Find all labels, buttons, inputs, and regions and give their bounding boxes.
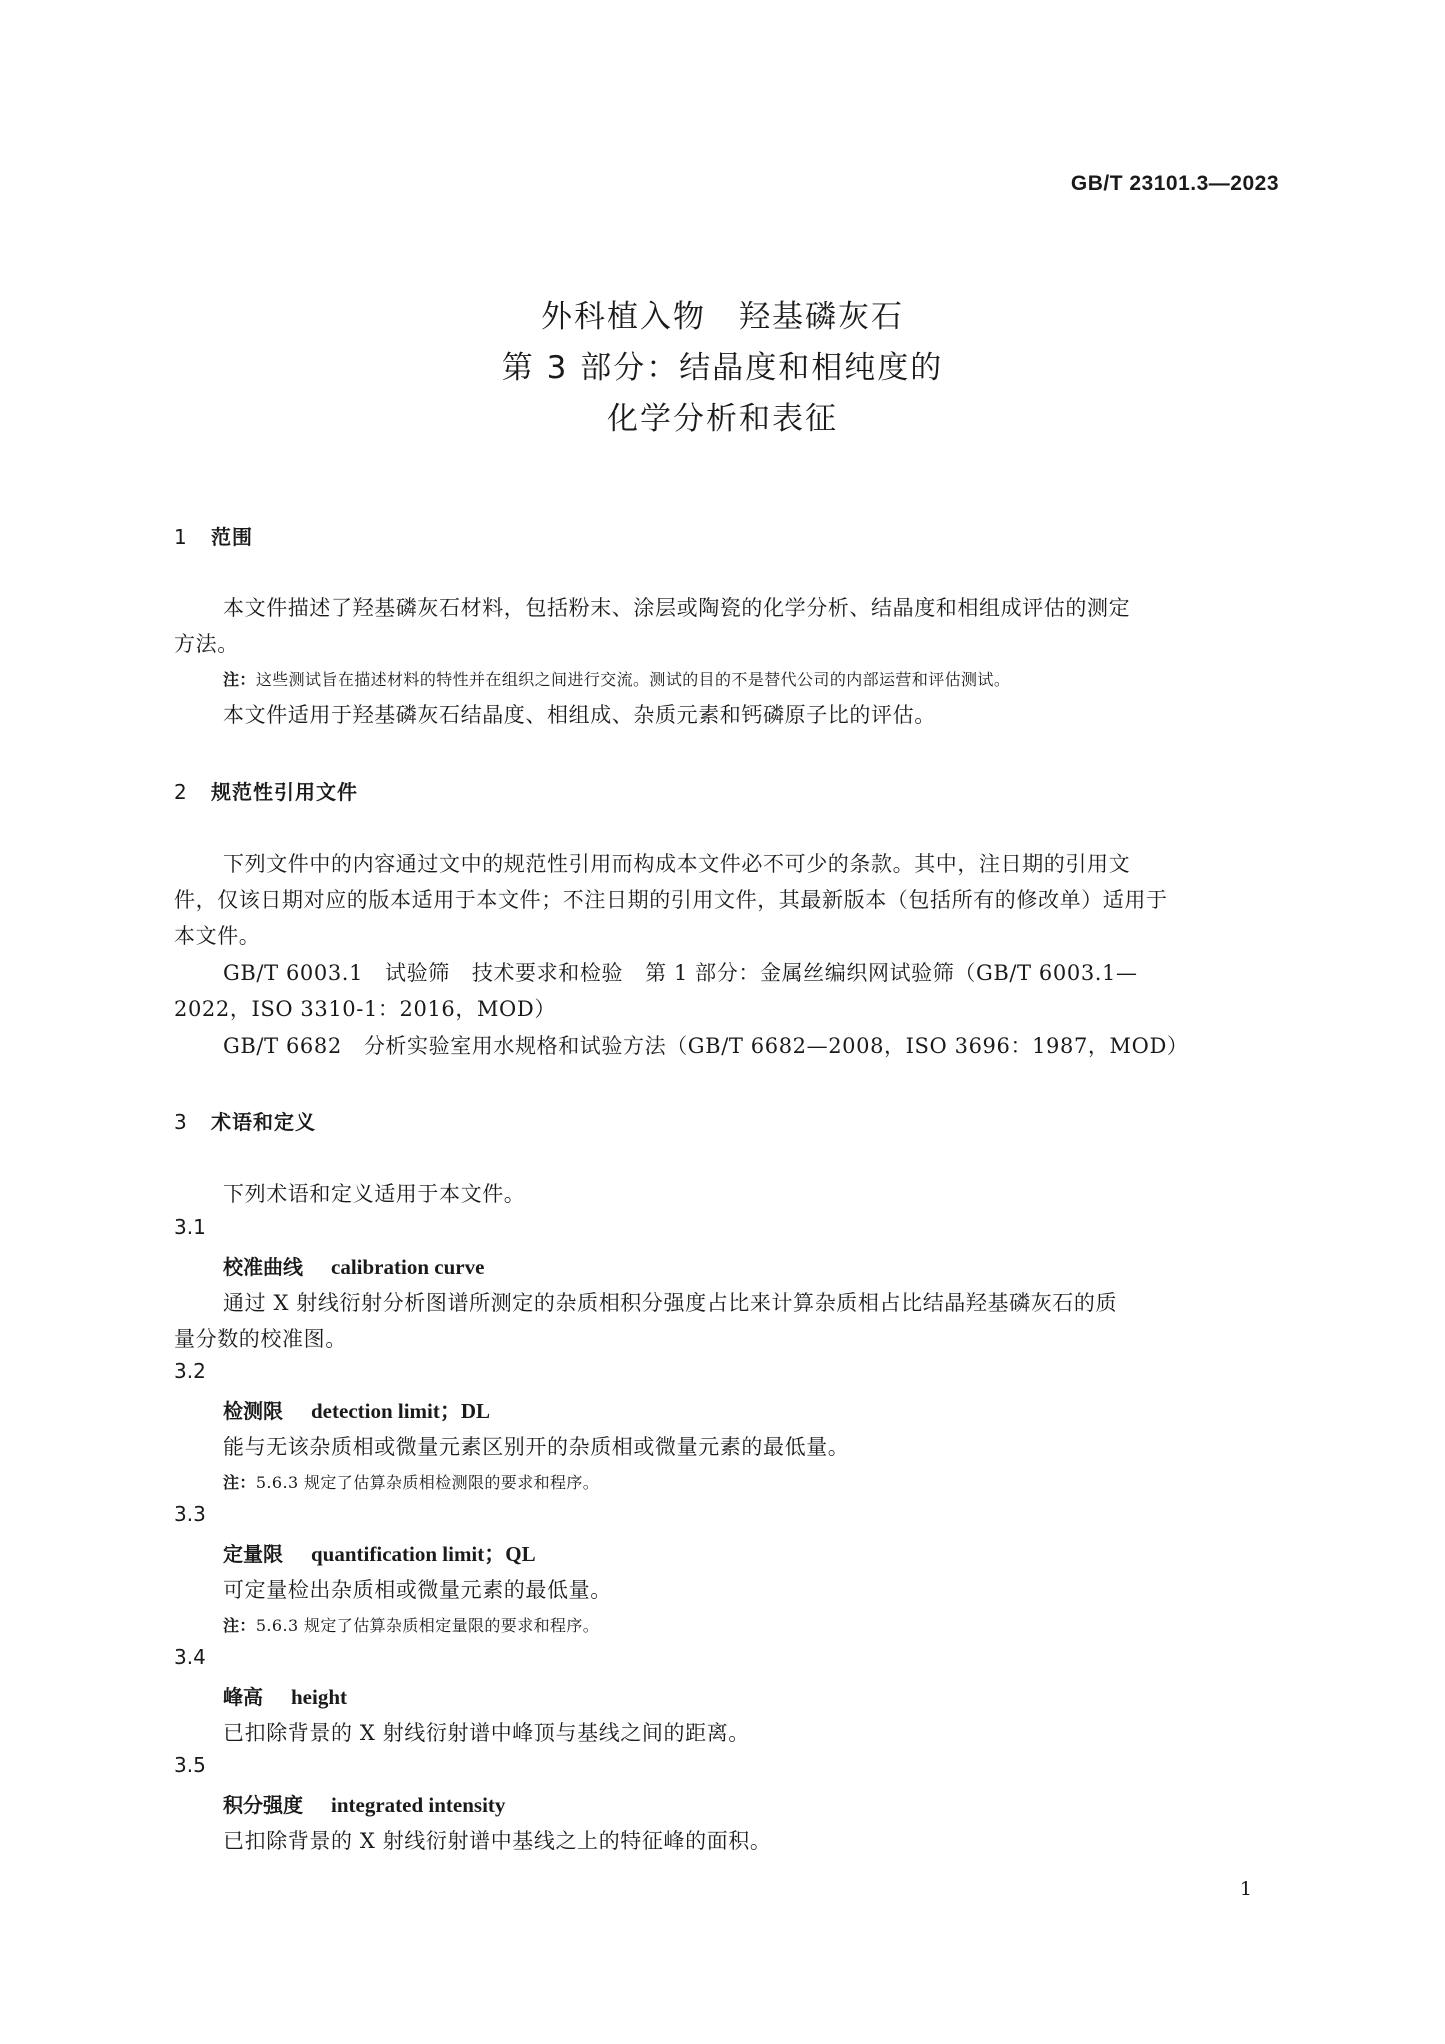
section-title: 术语和定义 [211, 1110, 316, 1134]
note-text: 这些测试旨在描述材料的特性并在组织之间进行交流。测试的目的不是替代公司的内部运营和评估测试。 [255, 670, 1011, 689]
paragraph: 下列术语和定义适用于本文件。 [223, 1182, 526, 1206]
reference-title-part: 第 1 部分：金属丝编织网试验筛（GB/T 6003.1— [645, 961, 1138, 985]
term-en: detection limit；DL [311, 1399, 491, 1423]
title-line-2: 第 3 部分：结晶度和相纯度的 [501, 350, 944, 386]
note-label: 注： [223, 1616, 256, 1635]
section-title: 规范性引用文件 [211, 780, 358, 804]
term-definition: 已扣除背景的 X 射线衍射谱中基线之上的特征峰的面积。 [223, 1829, 772, 1853]
section-2-heading [174, 776, 358, 805]
note-label: 注： [223, 670, 256, 689]
term-en: calibration curve [331, 1255, 485, 1279]
note [223, 1613, 599, 1636]
term-number: 3.5 [174, 1753, 206, 1777]
term-definition: 已扣除背景的 X 射线衍射谱中峰顶与基线之间的距离。 [223, 1721, 750, 1745]
term-definition: 量分数的校准图。 [174, 1327, 347, 1351]
term-definition: 能与无该杂质相或微量元素区别开的杂质相或微量元素的最低量。 [223, 1435, 850, 1459]
note-text: 5.6.3 规定了估算杂质相检测限的要求和程序。 [255, 1473, 600, 1492]
term-heading [223, 1681, 347, 1710]
section-title: 范围 [211, 525, 253, 549]
note [223, 667, 1010, 690]
term-heading [223, 1251, 484, 1280]
term-zh: 校准曲线 [223, 1255, 303, 1279]
term-zh: 峰高 [223, 1685, 263, 1709]
paragraph: 件，仅该日期对应的版本适用于本文件；不注日期的引用文件，其最新版本（包括所有的修改单）适用于 [174, 888, 1168, 912]
section-number: 1 [174, 525, 188, 549]
term-en: integrated intensity [331, 1793, 506, 1817]
paragraph: 方法。 [174, 632, 239, 656]
reference-title-part: 试验筛 [385, 961, 450, 985]
section-number: 3 [174, 1110, 188, 1134]
term-zh: 检测限 [223, 1399, 283, 1423]
term-number: 3.1 [174, 1215, 206, 1239]
term-en: height [291, 1685, 348, 1709]
reference-code: GB/T 6682 [223, 1034, 342, 1058]
title-line-1: 外科植入物 羟基磷灰石 [541, 299, 904, 335]
term-definition: 通过 X 射线衍射分析图谱所测定的杂质相积分强度占比来计算杂质相占比结晶羟基磷灰石的质 [223, 1291, 1118, 1315]
term-number: 3.2 [174, 1359, 206, 1383]
term-en: quantification limit；QL [311, 1542, 536, 1566]
reference-item [223, 1030, 1188, 1060]
reference-code: GB/T 6003.1 [223, 961, 364, 985]
reference-title-part: 技术要求和检验 [471, 961, 624, 985]
title-line-3: 化学分析和表征 [607, 401, 838, 437]
page-number: 1 [1239, 1878, 1252, 1900]
document-title [0, 292, 1445, 445]
term-number: 3.3 [174, 1502, 206, 1526]
term-heading [223, 1789, 505, 1818]
reference-title: 分析实验室用水规格和试验方法（GB/T 6682—2008，ISO 3696：1987，MOD） [363, 1034, 1189, 1058]
reference-item [223, 957, 1138, 987]
paragraph: 下列文件中的内容通过文中的规范性引用而构成本文件必不可少的条款。其中，注日期的引用文 [223, 852, 1131, 876]
note-label: 注： [223, 1473, 256, 1492]
term-heading [223, 1395, 490, 1425]
section-number: 2 [174, 780, 188, 804]
paragraph: 本文件描述了羟基磷灰石材料，包括粉末、涂层或陶瓷的化学分析、结晶度和相组成评估的测定 [223, 596, 1131, 620]
section-3-heading [174, 1106, 316, 1135]
term-zh: 定量限 [223, 1542, 283, 1566]
section-1-heading [174, 521, 253, 550]
paragraph: 本文件。 [174, 924, 261, 948]
paragraph: 本文件适用于羟基磷灰石结晶度、相组成、杂质元素和钙磷原子比的评估。 [223, 703, 936, 727]
term-heading [223, 1538, 536, 1568]
term-zh: 积分强度 [223, 1793, 303, 1817]
reference-item-continued: 2022，ISO 3310-1：2016，MOD） [174, 997, 556, 1021]
term-number: 3.4 [174, 1645, 206, 1669]
term-definition: 可定量检出杂质相或微量元素的最低量。 [223, 1578, 612, 1602]
note [223, 1470, 599, 1493]
note-text: 5.6.3 规定了估算杂质相定量限的要求和程序。 [255, 1616, 600, 1635]
standard-code: GB/T 23101.3—2023 [1070, 172, 1279, 195]
